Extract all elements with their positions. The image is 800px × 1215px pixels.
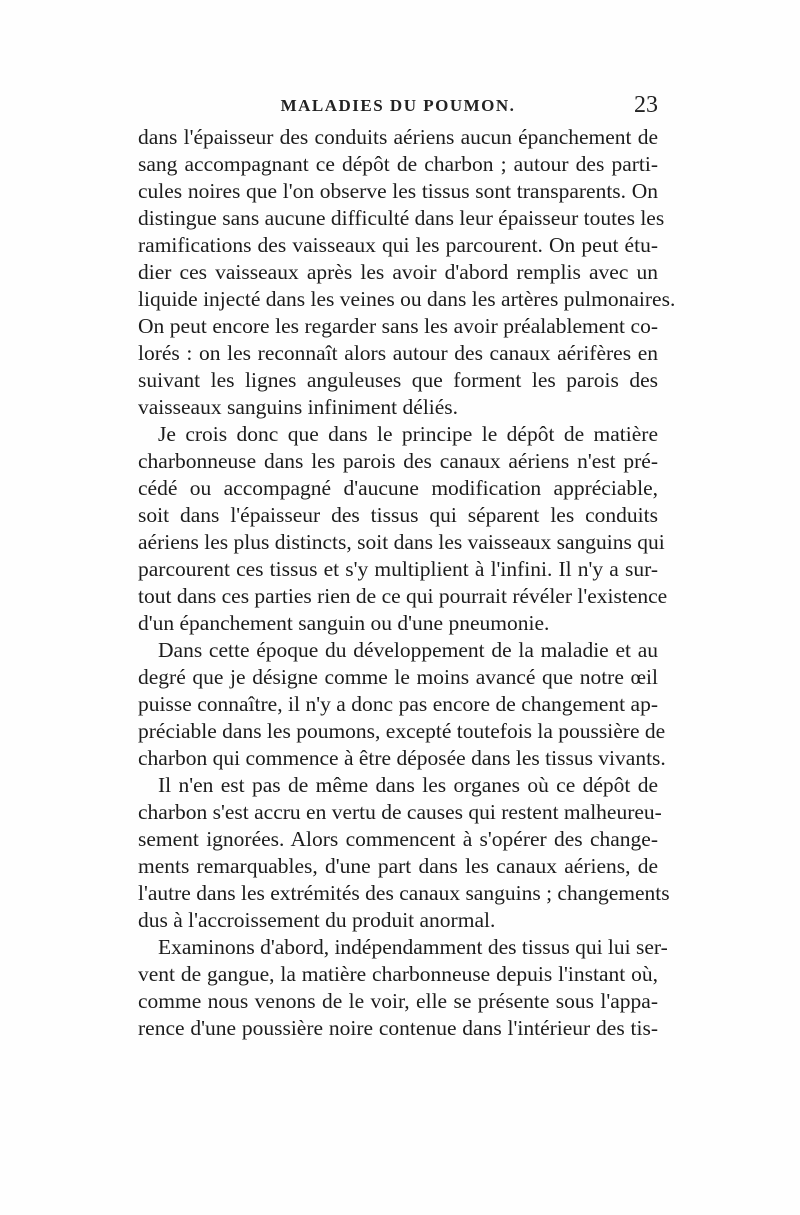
text-line: degré que je désigne comme le moins avancé que notre œil — [138, 665, 658, 689]
paragraph — [138, 124, 676, 421]
text-line: liquide injecté dans les veines ou dans les artères pulmonaires. — [138, 287, 676, 311]
text-line: puisse connaître, il n'y a donc pas encore de changement ap- — [138, 692, 658, 716]
text-line: lorés : on les reconnaît alors autour des canaux aérifères en — [138, 341, 658, 365]
text-line: cules noires que l'on observe les tissus sont transparents. On — [138, 179, 658, 203]
running-title: MALADIES DU POUMON. — [280, 96, 516, 115]
text-line: comme nous venons de le voir, elle se présente sous l'appa- — [138, 989, 658, 1013]
text-line: Il n'en est pas de même dans les organes où ce dépôt de — [158, 773, 658, 797]
paragraph — [138, 934, 668, 1042]
paragraph — [138, 421, 668, 637]
paragraph — [138, 772, 670, 934]
text-line: ments remarquables, d'une part dans les canaux aériens, de — [138, 854, 658, 878]
text-line: parcourent ces tissus et s'y multiplient à l'infini. Il n'y a sur- — [138, 557, 658, 581]
text-line: sement ignorées. Alors commencent à s'opérer des change- — [138, 827, 658, 851]
text-line: Dans cette époque du développement de la maladie et au — [158, 638, 658, 662]
text-line: rence d'une poussière noire contenue dans l'intérieur des tis- — [138, 1016, 658, 1040]
text-line: charbonneuse dans les parois des canaux aériens n'est pré- — [138, 449, 658, 473]
paragraph — [138, 637, 666, 772]
text-line: dier ces vaisseaux après les avoir d'abord remplis avec un — [138, 260, 658, 284]
text-line: d'un épanchement sanguin ou d'une pneumonie. — [138, 611, 550, 635]
text-line: préciable dans les poumons, excepté toutefois la poussière de — [138, 719, 666, 743]
text-line: vaisseaux sanguins infiniment déliés. — [138, 395, 459, 419]
text-line: charbon qui commence à être déposée dans les tissus vivants. — [138, 746, 666, 770]
text-line: suivant les lignes anguleuses que forment les parois des — [138, 368, 658, 392]
text-line: Je crois donc que dans le principe le dépôt de matière — [158, 422, 658, 446]
text-line: Examinons d'abord, indépendamment des tissus qui lui ser- — [158, 935, 668, 959]
text-line: aériens les plus distincts, soit dans les vaisseaux sanguins qui — [138, 530, 665, 554]
text-line: dus à l'accroissement du produit anormal. — [138, 908, 496, 932]
text-line: cédé ou accompagné d'aucune modification appréciable, — [138, 476, 658, 500]
text-line: tout dans ces parties rien de ce qui pourrait révéler l'existence — [138, 584, 668, 608]
text-line: l'autre dans les extrémités des canaux sanguins ; changements — [138, 881, 670, 905]
body-text — [138, 124, 676, 1042]
text-line: vent de gangue, la matière charbonneuse depuis l'instant où, — [138, 962, 658, 986]
text-line: ramifications des vaisseaux qui les parcourent. On peut étu- — [138, 233, 658, 257]
text-line: soit dans l'épaisseur des tissus qui séparent les conduits — [138, 503, 658, 527]
text-line: charbon s'est accru en vertu de causes qui restent malheureu- — [138, 800, 662, 824]
page-number: 23 — [634, 92, 658, 118]
text-line: distingue sans aucune difficulté dans leur épaisseur toutes les — [138, 206, 665, 230]
text-line: sang accompagnant ce dépôt de charbon ; autour des parti- — [138, 152, 658, 176]
text-line: dans l'épaisseur des conduits aériens aucun épanchement de — [138, 125, 658, 149]
running-header — [138, 92, 658, 124]
text-line: On peut encore les regarder sans les avoir préalablement co- — [138, 314, 658, 338]
